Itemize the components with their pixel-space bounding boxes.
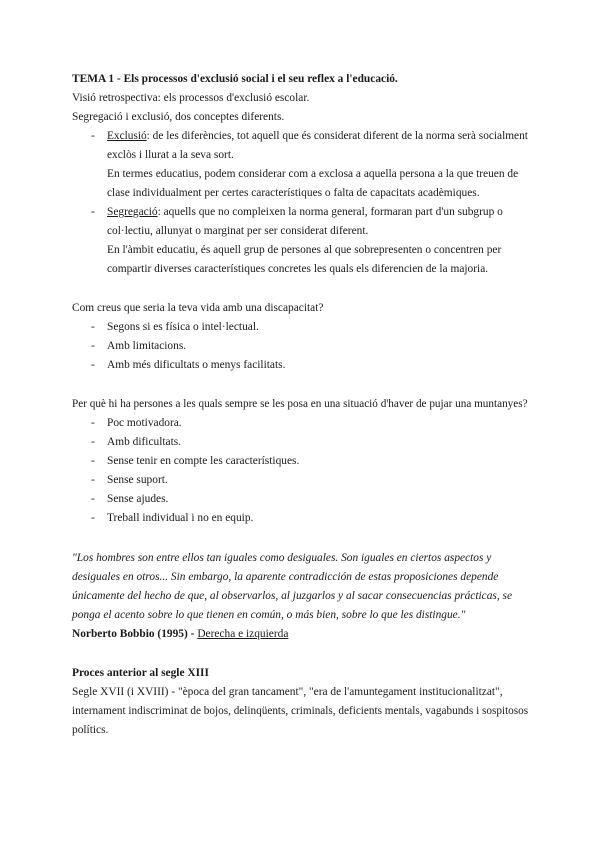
list-item: Treball individual i no en equip. bbox=[107, 512, 254, 524]
bullet-dash: - bbox=[91, 206, 95, 218]
question-mountain: Per què hi ha persones a les quals sempre se les posa en una situació d'haver de pujar una muntanyes? bbox=[72, 398, 528, 410]
exclusio-line-1 bbox=[107, 129, 526, 143]
section-line-2: internament indiscriminat de bojos, delinqüents, criminals, deficients mentals, vagabunds i sospitosos bbox=[72, 705, 529, 717]
list-item: Segons si es física o intel·lectual. bbox=[107, 321, 259, 333]
subtitle-concepts: Segregació i exclusió, dos conceptes diferents. bbox=[72, 111, 285, 123]
list-item: Sense tenir en compte les característiques. bbox=[107, 455, 300, 467]
exclusio-term: Exclusió bbox=[107, 130, 147, 142]
document-title: TEMA 1 - Els processos d'exclusió social i el seu reflex a l'educació. bbox=[72, 73, 398, 85]
section-title: Proces anterior al segle XIII bbox=[72, 667, 209, 679]
bullet-dash: - bbox=[91, 321, 95, 333]
bullet-dash: - bbox=[91, 130, 95, 142]
segregacio-term: Segregació bbox=[107, 206, 158, 218]
bullet-dash: - bbox=[91, 436, 95, 448]
quote-attribution bbox=[72, 627, 288, 641]
bullet-dash: - bbox=[91, 455, 95, 467]
list-item: Poc motivadora. bbox=[107, 417, 182, 429]
section-line-1: Segle XVII (i XVIII) - "època del gran tancament", "era de l'amuntegament institucionalitzat", bbox=[72, 686, 503, 698]
bullet-dash: - bbox=[91, 359, 95, 371]
list-item: Sense ajudes. bbox=[107, 493, 169, 505]
quote-line-4: ponga el acento sobre lo que tienen en común, o más bien, sobre lo que les distingue." bbox=[72, 609, 466, 621]
quote-author: Norberto Bobbio (1995) - bbox=[72, 628, 195, 640]
segregacio-line-1 bbox=[107, 205, 528, 219]
list-item: Amb més dificultats o menys facilitats. bbox=[107, 359, 286, 371]
exclusio-line-3: En termes educatius, podem considerar com a exclosa a aquella persona a la que treuen de bbox=[107, 168, 519, 180]
segregacio-definition: : aquells que no compleixen la norma general, formaran part d'un subgrup o bbox=[157, 206, 503, 218]
subtitle-retrospective: Visió retrospectiva: els processos d'exclusió escolar. bbox=[72, 92, 310, 104]
bullet-dash: - bbox=[91, 474, 95, 486]
bullet-dash: - bbox=[91, 417, 95, 429]
question-disability: Com creus que seria la teva vida amb una discapacitat? bbox=[72, 302, 324, 314]
segregacio-line-4: compartir diverses característiques concretes les quals els diferencien de la majoria. bbox=[107, 263, 489, 275]
exclusio-definition: : de les diferències, tot aquell que és considerat diferent de la norma serà socialment bbox=[146, 130, 528, 142]
quote-line-1: "Los hombres son entre ellos tan iguales como desiguales. Son iguales en ciertos aspectos y bbox=[72, 552, 492, 564]
bullet-dash: - bbox=[91, 512, 95, 524]
quote-work: Derecha e izquierda bbox=[197, 628, 289, 640]
bullet-dash: - bbox=[91, 340, 95, 352]
segregacio-line-2: col·lectiu, allunyat o marginat per ser considerat diferent. bbox=[107, 225, 369, 237]
quote-line-2: desiguales en otros... Sin embargo, la aparente contradicción de estas proposiciones depende bbox=[72, 571, 499, 583]
section-line-3: polítics. bbox=[72, 724, 109, 736]
exclusio-line-2: exclòs i llurat a la seva sort. bbox=[107, 149, 234, 161]
exclusio-line-4: clase individualment per certes característiques o falta de capacitats acadèmiques. bbox=[107, 187, 480, 199]
bullet-dash: - bbox=[91, 493, 95, 505]
segregacio-line-3: En l'àmbit educatiu, és aquell grup de persones al que sobrepresenten o concentren per bbox=[107, 244, 502, 256]
list-item: Amb limitacions. bbox=[107, 340, 187, 352]
list-item: Sense suport. bbox=[107, 474, 168, 486]
quote-line-3: únicamente del hecho de que, al observarlos, al juzgarlos y al sacar consecuencias prácticas, se bbox=[72, 590, 513, 602]
list-item: Amb dificultats. bbox=[107, 436, 182, 448]
